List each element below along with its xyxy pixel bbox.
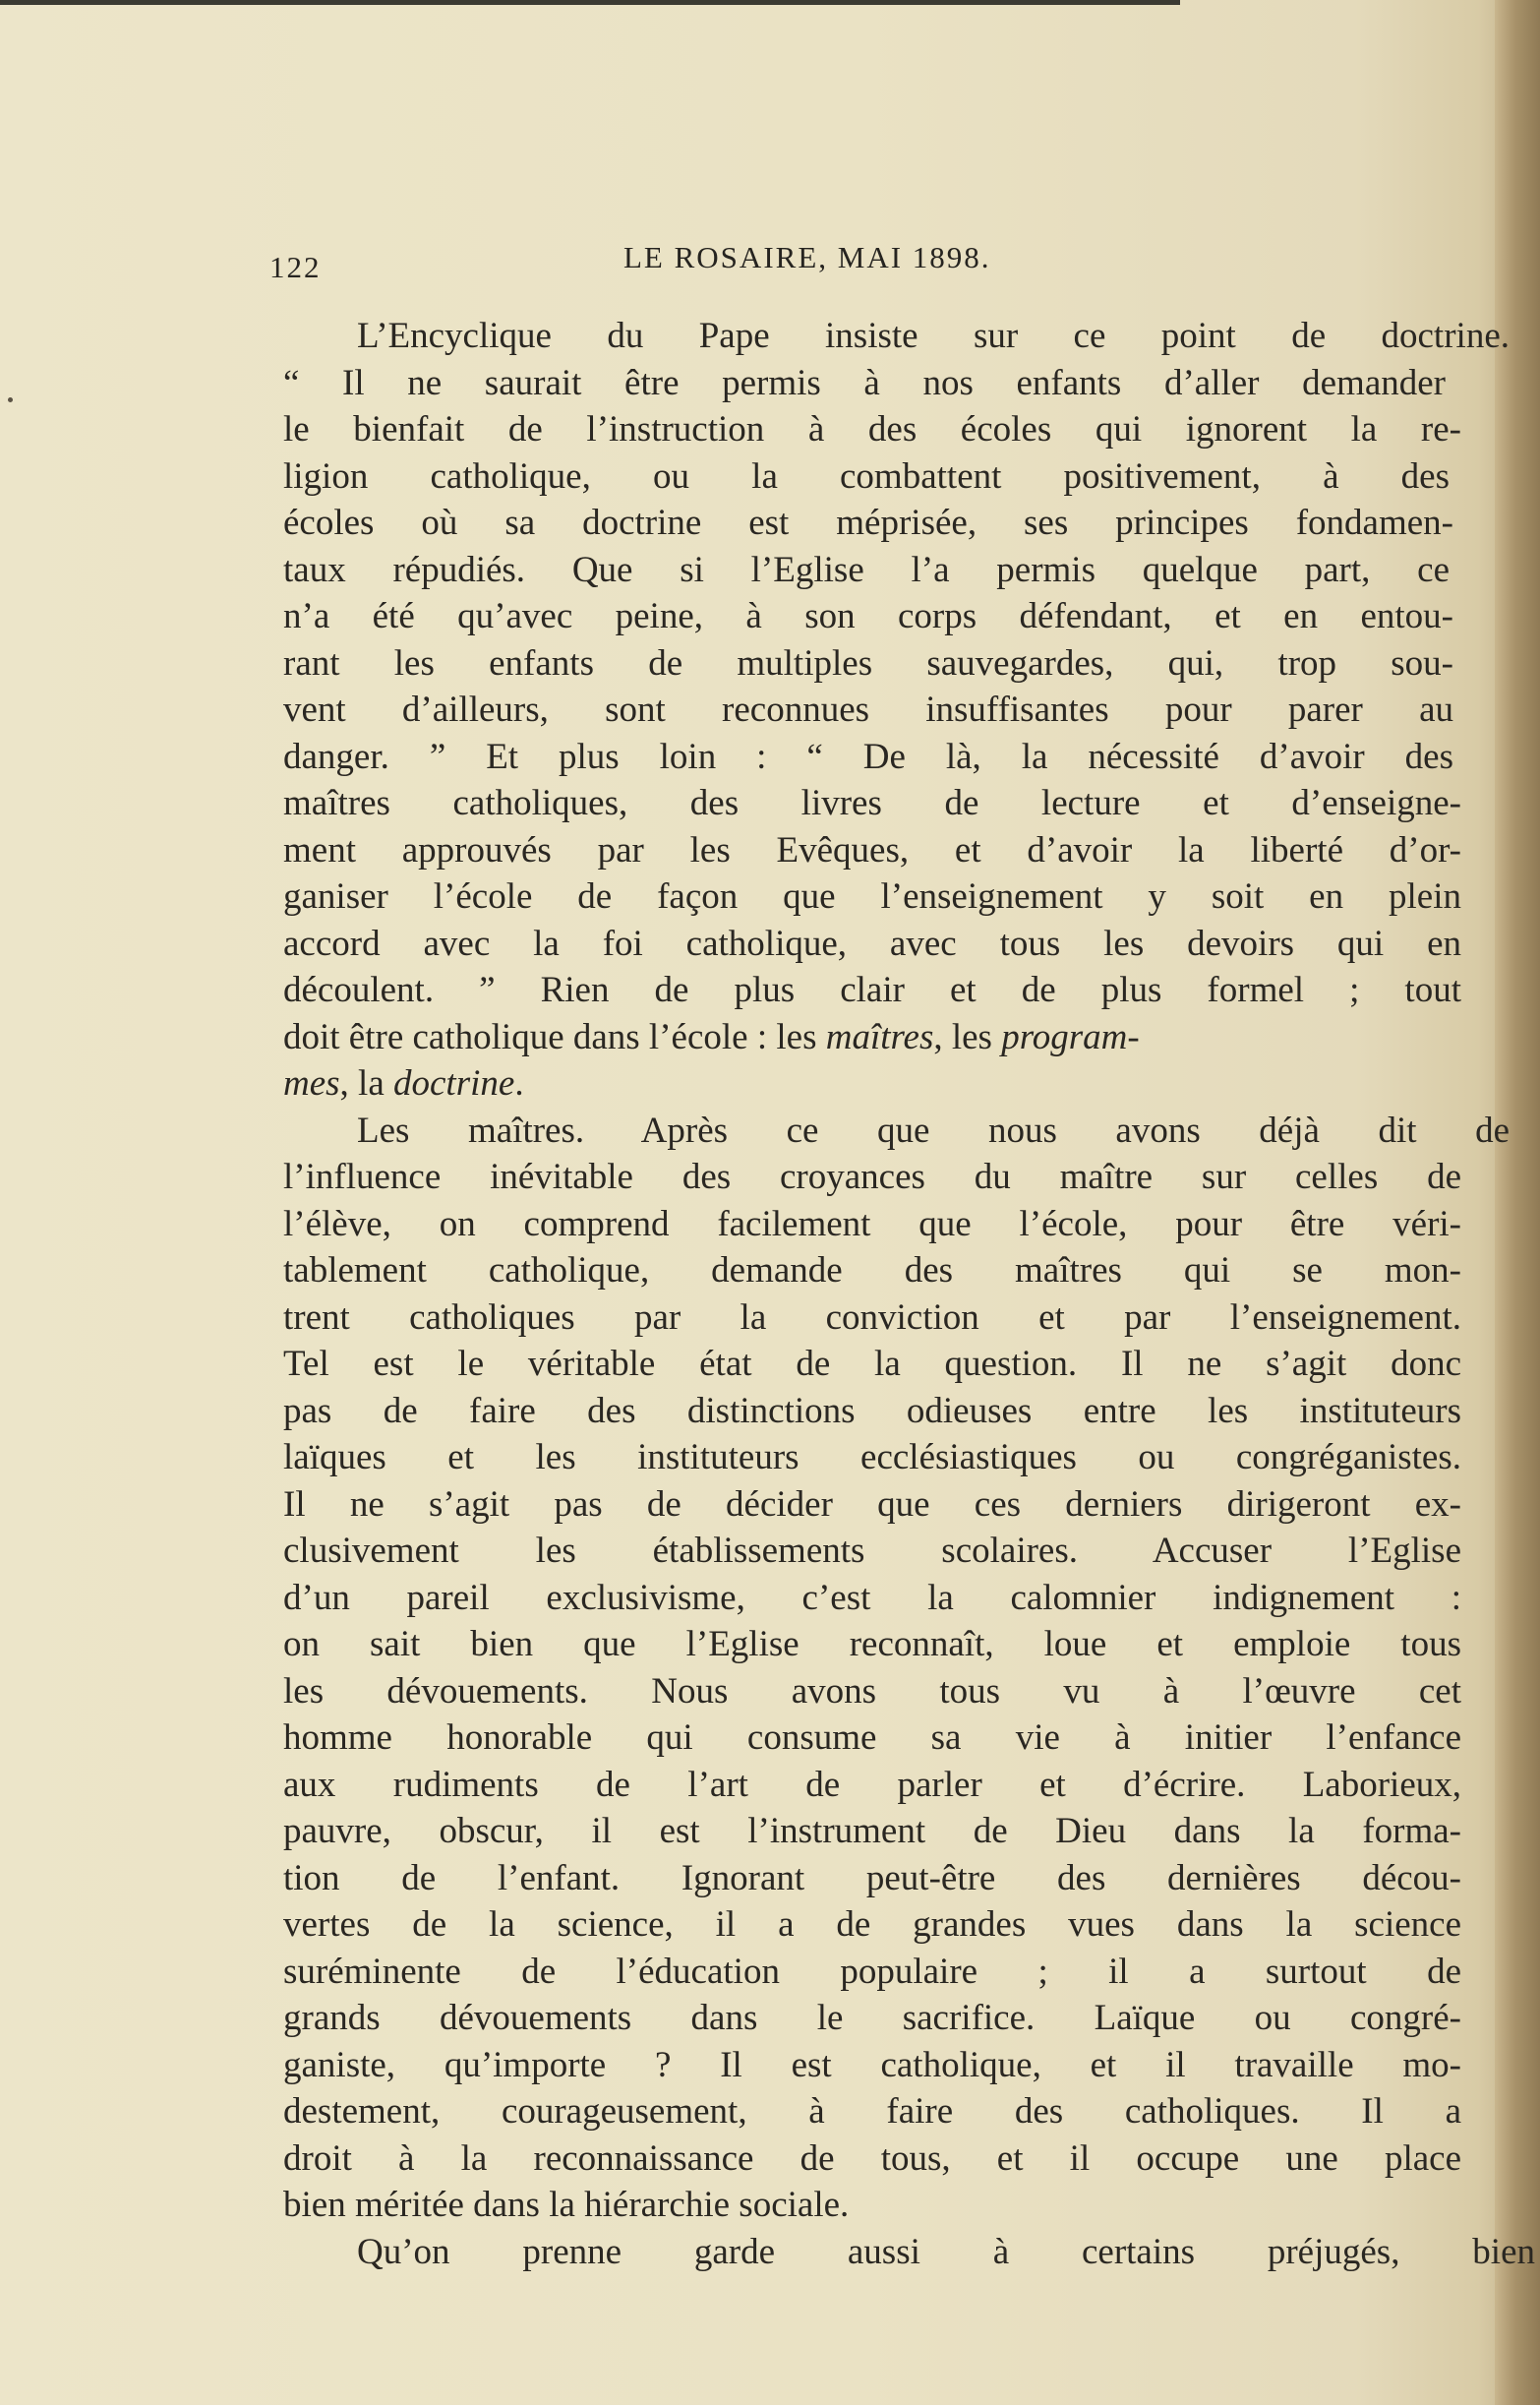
text-line: aux rudiments de l’art de parler et d’écrire. Laborieux,	[283, 1764, 1461, 1805]
text-line: accord avec la foi catholique, avec tous les devoirs qui en	[283, 923, 1461, 964]
text-line: découlent. ” Rien de plus clair et de plus formel ; tout	[283, 970, 1461, 1010]
text-line: maîtres catholiques, des livres de lecture et d’enseigne-	[283, 783, 1461, 823]
running-title: LE ROSAIRE, MAI 1898.	[623, 240, 991, 274]
text-line: tion de l’enfant. Ignorant peut-être des dernières décou-	[283, 1857, 1461, 1898]
text-line: pauvre, obscur, il est l’instrument de Dieu dans la forma-	[283, 1811, 1461, 1851]
text-line: pas de faire des distinctions odieuses entre les instituteurs	[283, 1390, 1461, 1431]
text-span: doit être catholique dans l’école : les	[283, 1016, 826, 1057]
text-span: , la	[339, 1063, 393, 1104]
text-span: .	[514, 1063, 524, 1104]
body-text	[283, 313, 1535, 2275]
italic-word-mes: mes	[283, 1063, 340, 1104]
text-line-mixed	[283, 1014, 1461, 1061]
text-line: les dévouements. Nous avons tous vu à l’œuvre cet	[283, 1670, 1461, 1712]
italic-word-programmes: program-	[1001, 1016, 1140, 1057]
text-line: vertes de la science, il a de grandes vues dans la science	[283, 1904, 1461, 1945]
text-line: ganiser l’école de façon que l’enseignement y soit en plein	[283, 876, 1461, 917]
text-line: bien méritée dans la hiérarchie sociale.	[283, 2185, 850, 2225]
text-line: ligion catholique, ou la combattent positivement, à des	[283, 455, 1450, 497]
text-line: écoles où sa doctrine est méprisée, ses principes fondamen-	[283, 503, 1453, 543]
text-line: droit à la reconnaissance de tous, et il occupe une place	[283, 2137, 1461, 2179]
text-line: danger. ” Et plus loin : “ De là, la nécessité d’avoir des	[283, 736, 1453, 777]
text-line: trent catholiques par la conviction et par l’enseignement.	[283, 1296, 1461, 1338]
paper-speck	[8, 397, 13, 402]
text-line: grands dévouements dans le sacrifice. Laïque ou congré-	[283, 1998, 1461, 2038]
text-line: destement, courageusement, à faire des catholiques. Il a	[283, 2091, 1461, 2132]
text-line: ganiste, qu’importe ? Il est catholique, et il travaille mo-	[283, 2044, 1461, 2085]
text-line-mixed	[283, 1060, 1450, 1108]
text-line: ment approuvés par les Evêques, et d’avoir la liberté d’or-	[283, 829, 1461, 871]
text-span: , les	[933, 1016, 1002, 1057]
text-line: Les maîtres. Après ce que nous avons déjà dit de	[357, 1110, 1510, 1151]
text-line: d’un pareil exclusivisme, c’est la calomnier indignement :	[283, 1577, 1461, 1618]
text-line: Il ne s’agit pas de décider que ces derniers dirigeront ex-	[283, 1483, 1461, 1525]
text-line: l’élève, on comprend facilement que l’école, pour être véri-	[283, 1203, 1461, 1244]
page-gutter-shadow	[1495, 0, 1540, 2405]
text-line: laïques et les instituteurs ecclésiastiques ou congréganistes.	[283, 1437, 1461, 1477]
text-line: suréminente de l’éducation populaire ; il a surtout de	[283, 1951, 1461, 1992]
text-line: L’Encyclique du Pape insiste sur ce point de doctrine.	[357, 316, 1510, 356]
text-line: tablement catholique, demande des maîtres qui se mon-	[283, 1250, 1461, 1291]
italic-word-maitres: maîtres	[825, 1016, 934, 1057]
page-header	[269, 232, 1076, 301]
top-edge-rule	[0, 0, 1180, 5]
text-line: taux répudiés. Que si l’Eglise l’a permis quelque part, ce	[283, 549, 1450, 590]
text-line: vent d’ailleurs, sont reconnues insuffisantes pour parer au	[283, 690, 1453, 730]
page-number: 122	[269, 250, 322, 284]
text-line: Tel est le véritable état de la question. Il ne s’agit donc	[283, 1344, 1461, 1384]
text-line: on sait bien que l’Eglise reconnaît, loue et emploie tous	[283, 1624, 1461, 1664]
italic-word-doctrine: doctrine	[393, 1063, 515, 1104]
text-line: l’influence inévitable des croyances du maître sur celles de	[283, 1157, 1461, 1197]
text-line: le bienfait de l’instruction à des écoles qui ignorent la re-	[283, 409, 1461, 450]
text-line: “ Il ne saurait être permis à nos enfants d’aller demander	[283, 362, 1446, 403]
text-line: homme honorable qui consume sa vie à initier l’enfance	[283, 1717, 1461, 1758]
text-line: Qu’on prenne garde aussi à certains préjugés, bien	[357, 2231, 1535, 2272]
text-line: rant les enfants de multiples sauvegardes, qui, trop sou-	[283, 642, 1453, 684]
text-line: clusivement les établissements scolaires. Accuser l’Eglise	[283, 1531, 1461, 1571]
text-line: n’a été qu’avec peine, à son corps défendant, et en entou-	[283, 596, 1453, 636]
